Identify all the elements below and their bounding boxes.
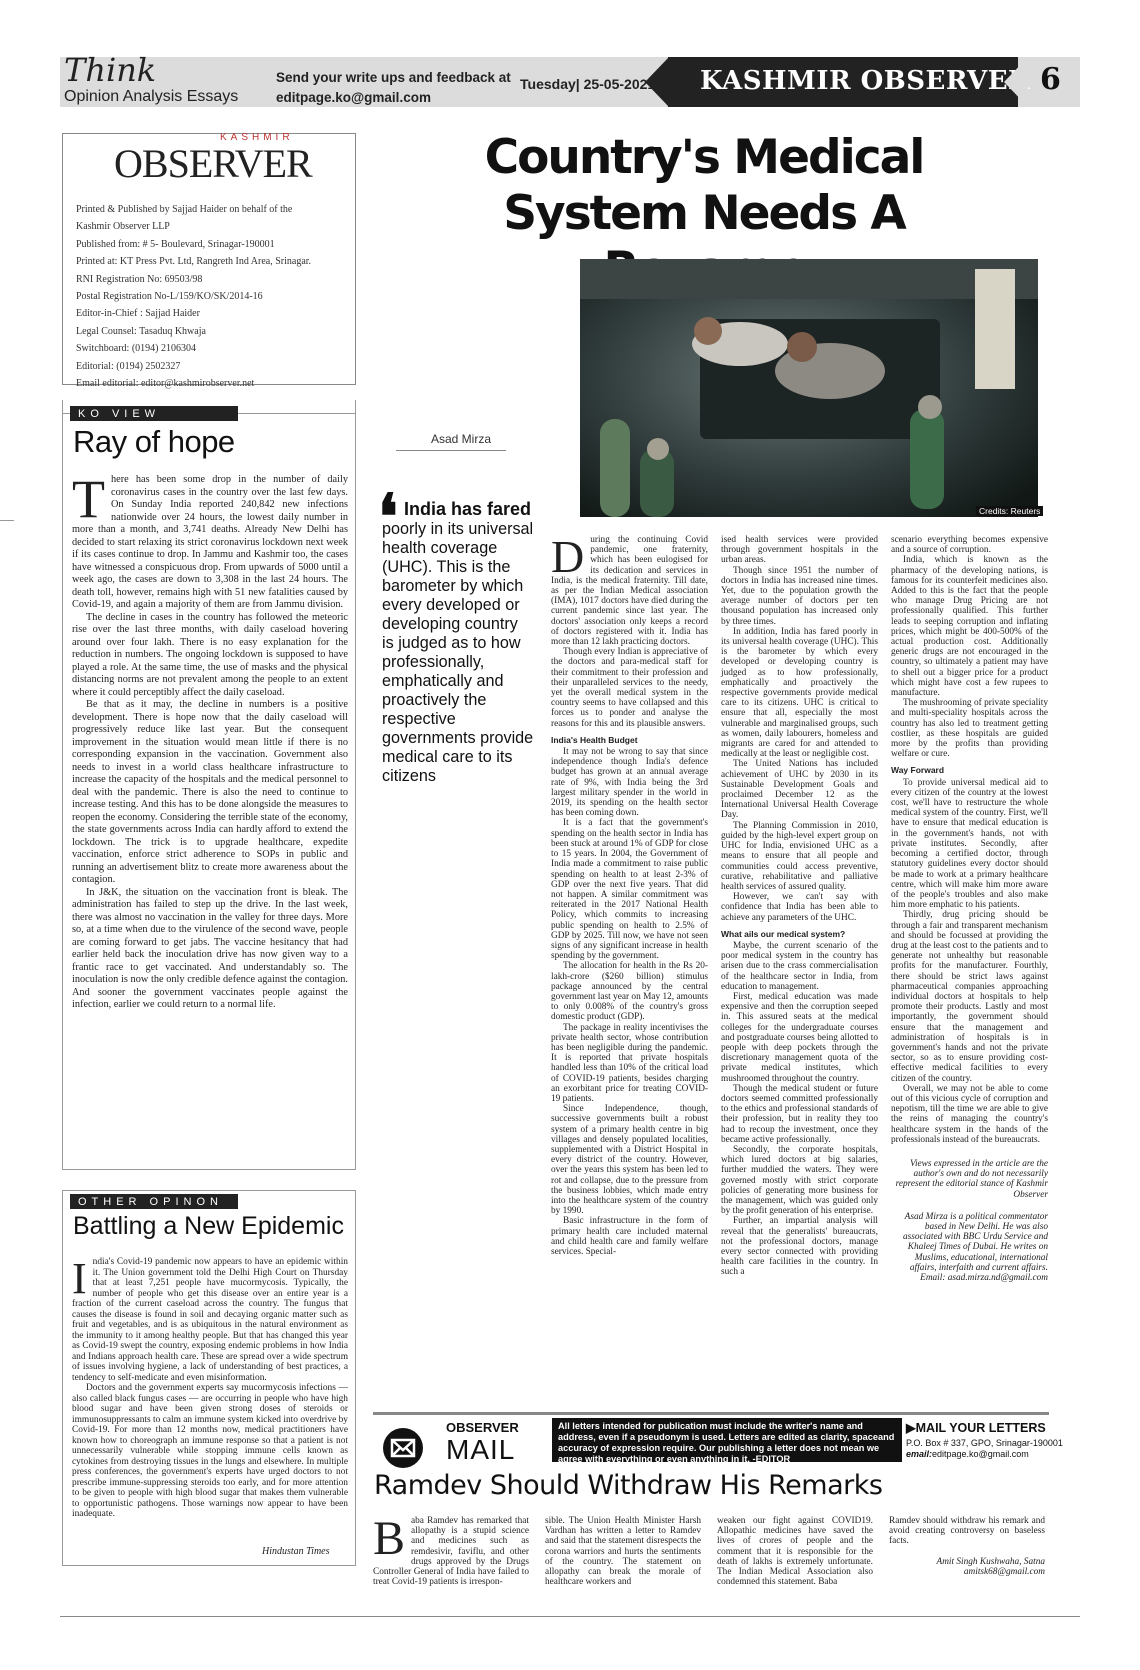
- paragraph: The United Nations has included achievement of UHC by 2030 in its Sustainable Development Goals and proclaimed December 12 as the International Universal Health Coverage Day.: [721, 759, 878, 821]
- masthead-arrow: [645, 57, 669, 107]
- hospital-photo-icon: [580, 259, 1038, 517]
- paragraph: Doctors and the government experts say mucormycosis infections — also called black fungus cases — are occurring in people who have high blood sugar and have been given strong doses of steroids or immunosuppressants to calm an immune system kicked into overdrive by Covid-19. For more than 12 months now, medical practitioners have known how to choreograph an immune response so that a patient is not unnecessarily vulnerable while stopping immune cells known as cytokines from destroying tissues in the lungs and elsewhere. In multiple press conferences, the government's experts have urged doctors to not prescribe immune-suppressing steroids too early, and for more attention to be given to people with high blood sugar that makes them vulnerable to opportunistic pathogens. Those warnings now appear to have been inadequate.: [72, 1383, 348, 1519]
- author-bio: Asad Mirza is a political commentator based in New Delhi. He was also associated with BBC Urdu Service and Khaleej Times of Dubai. He writes on Muslims, educational, international affairs, interfaith and current affairs. Email: asad.mirza.nd@gmail.com: [902, 1211, 1048, 1284]
- editorial-title: Ray of hope: [73, 424, 235, 459]
- paragraph: India, which is known as the pharmacy of the developing nations, is famous for its counterfeit medicines also. Added to this is the fact that the people who manage Drug Pricing are not professionally qualified. This further leads to seeping corruption and inflating prices, which might be 400-500% of the actual production cost. Additionally generic drugs are not encouraged in the country, so ultimately a patient may have to shell out a bigger price for a product which might have cost a few rupees to manufacture.: [891, 555, 1048, 699]
- paragraph: [551, 531, 708, 648]
- pull-quote-lead: India has fared: [404, 499, 532, 519]
- paragraph: here has been some drop in the number of daily coronavirus cases in the country over the last few days. On Sunday India reported 240,842 new infections nationwide over 24 hours, the lowest daily number in more than a month, and 3,741 deaths. Already New Delhi has decided to start relaxing its strict coronavirus lockdown next week if its cases continue to drop. In Jammu and Kashmir too, the cases have witnessed a conspicuous drop. From upwards of 5000 until a week ago, the cases are down to 3,308 in the last 24 hours. The death toll, however, remains high with 51 new fatalities caused by Covid-19, and again a majority of them are from Jammu division.: [72, 474, 348, 610]
- divider: [373, 1412, 1049, 1415]
- feedback-note: [276, 68, 511, 108]
- mail-address: [906, 1438, 1063, 1460]
- imprint-line: Switchboard: (0194) 2106304: [76, 343, 196, 355]
- paragraph: In J&K, the situation on the vaccination front is bleak. The administration has failed to step up the drive. In the last week, there was almost no vaccination in the valley for three days. More so, at a time when due to the virulence of the second wave, people are coming forward to get jabs. The vaccine hesitancy that had earlier held back the inoculation drive has now given way to a frantic race to get vaccinated. And understandably so. The inoculation is now the only credible defence against the contagion. And sooner the government vaccinates people against the infection, earlier we could return to a normal life.: [72, 886, 348, 1010]
- mail-your-letters: [906, 1420, 1046, 1435]
- feedback-line: Send your write ups and feedback at: [276, 70, 511, 85]
- issue-date: Tuesday| 25-05-2021: [520, 76, 656, 92]
- paragraph: It may not be wrong to say that since independence though India's defence budget has grown at an annual average rate of 9%, with India being the 3rd largest military spender in the world in 2019, its spending on the health sector has been coming down.: [551, 747, 708, 819]
- paragraph: The allocation for health in the Rs 20-lakh-crore ($260 billion) stimulus package announced by the central government last year on May 12, amounts to only 0.008% of the country's gross domestic product (GDP).: [551, 961, 708, 1023]
- divider: [60, 1616, 1080, 1617]
- paragraph: Though every Indian is appreciative of the doctors and para-medical staff for their commitment to their profession and their unparalleled services to the needy, yet the overall medical system in the country seems to have collapsed and this forces us to ponder and analyse the reasons for this and its plausible answers.: [551, 647, 708, 729]
- masthead-title: KASHMIR OBSERVER: [700, 66, 1031, 96]
- imprint-lines: [76, 201, 346, 392]
- imprint-line: Printed & Published by Sajjad Haider on behalf of the: [76, 204, 293, 215]
- paragraph: Since Independence, though, successive governments built a robust system of a primary health centre in big villages and densely populated localities, supplemented with a District Hospital in every district of the country. However, over the years this system has been led to rot and collapse, due to the pressure from the business lobbies, which made entry into the healthcare system of the country by 1990.: [551, 1104, 708, 1217]
- pull-quote: [382, 500, 534, 786]
- triangle-icon: ▶: [906, 1421, 916, 1435]
- paragraph: Overall, we may not be able to come out of this vicious cycle of corruption and nepotism, till the time we are able to give the reins of managing the country's healthcare system in the hands of the professionals instead of the bureaucrats.: [891, 1083, 1048, 1145]
- letter-column-1: [373, 1512, 529, 1588]
- other-opinion-label: OTHER OPINON: [70, 1194, 238, 1209]
- section-subtitle: Opinion Analysis Essays: [64, 88, 239, 105]
- letter-column-3: weaken our fight against COVID19. Allopathic medicines have saved the lives of crores of people and the comment that it is responsible for the death of lakhs is extremely unfortunate. The Indian Medical Association also condemned this statement. Baba: [717, 1516, 873, 1588]
- byline: Asad Mirza: [431, 432, 492, 446]
- fold-mark: [0, 520, 14, 521]
- page-number: 6: [1040, 62, 1061, 97]
- paragraph: In addition, India has fared poorly in its universal health coverage (UHC). This is the barometer by which every developed or developing country is judged as to how professionally, emphatically and proactively the respective governments provide medical care to its citizens. UHC is critical to ensure that all, especially the most vulnerable and marginalised groups, such as women, daily labourers, homeless and migrants are cared for and attended to medically at the least or negligible cost.: [721, 626, 878, 760]
- paragraph: To provide universal medical aid to every citizen of the country at the lowest cost, we'll have to restructure the whole medical system of the country. First, we'll have to ensure that medical education is in the government's hands, not with private institutes. Secondly, after becoming a certified doctor, through statutory guidelines every doctor should be made to work at a primary healthcare centre, which will make him more aware of the people's troubles and also make him more emphatic to his patients.: [891, 777, 1048, 911]
- paragraph: Though since 1951 the number of doctors in India has increased nine times. Yet, due to the population growth the average number of doctors per ten thousand population has increased only by three times.: [721, 565, 878, 627]
- other-opinion-title: Battling a New Epidemic: [73, 1212, 344, 1240]
- paragraph: The decline in cases in the country has followed the meteoric rise over the last three months, with daily caseload hovering around over four lakh. There is no easy explanation for the reduction in numbers. The ongoing lockdown is supposed to have played a role. At the same time, the use of masks and the physical distancing norms are not prevalent among the people to an extent where it could perceptibly affect the daily caseload.: [72, 611, 348, 698]
- paragraph: ndia's Covid-19 pandemic now appears to have an epidemic within it. The Union government told the Delhi High Court on Thursday that at least 7,251 people have mucormycosis. Typically, the number of people who get this disease over an entire year is a fraction of the current caseload across the country. The fungus that causes the disease is found in soil and decaying organic matter such as fruit and vegetables, and is as ubiquitous in the natural environment as the immunity to it among healthy people. But that has changed this year as Covid-19 swept the country, exposing endemic problems in how India and Indians approach health care. These are spread over a wide spectrum of issues involving hygiene, a lack of understanding of best practices, a tendency to self-medicate and even misinformation.: [72, 1257, 348, 1383]
- paragraph: Be that as it may, the decline in numbers is a positive development. There is hope now that the daily caseload will progressively reduce like last year. But the consequent improvement in the situation would mean little if there is no corresponding expansion in the vaccination. Government also needs to invest in a world class healthcare infrastructure to increase the capacity of the hospitals and the medical personnel to deal with the pandemic. There is also the need to continue to increase testing. And this has to be done alongside the measures to reopen the economy. Considering the terrible state of the economy, the state governments across India can hardly afford to extend the lockdown. The trick is to upgrade healthcare, expedite vaccination, enforce strict adherence to SOPs in public and running an advertisement blitz to create more awareness about the contagion.: [72, 699, 348, 885]
- pull-quote-text: poorly in its universal health coverage (UHC). This is the barometer by which every developed or developing country is judged as to how professionally, emphatically and proactively the respective governments provide medical care to its citizens: [382, 520, 534, 785]
- paragraph: Secondly, the corporate hospitals, which lured doctors at big salaries, further muddied the waters. They were governed mostly with strict corporate policies of generating more business for the management, which was guided only by the profit generation of his enterprise.: [721, 1144, 878, 1217]
- envelope-icon: [383, 1428, 423, 1468]
- letter-email: amitsk68@gmail.com: [963, 1566, 1045, 1577]
- paragraph: First, medical education was made expensive and then the corruption seeped in. This assured seats at the medical colleges for the undergraduate courses and postgraduate courses being allotted to people with deep pockets through the discretionary management quota of the private medical institutes, which mushroomed throughout the country.: [721, 991, 878, 1084]
- imprint-line: Editorial: (0194) 2502327: [76, 360, 181, 372]
- logo-kashmir: KASHMIR: [220, 132, 294, 143]
- imprint-line: Published from: # 5- Boulevard, Srinagar-190001: [76, 238, 275, 250]
- drop-cap: I: [72, 1254, 87, 1303]
- drop-cap: B: [373, 1512, 406, 1565]
- imprint-line: Legal Counsel: Tasaduq Khwaja: [76, 325, 206, 337]
- ko-view-label: KO VIEW: [70, 406, 238, 421]
- mail-your-label: MAIL YOUR LETTERS: [915, 1421, 1046, 1435]
- imprint-line: Kashmir Observer LLP: [76, 221, 170, 233]
- section-title: Think: [64, 51, 157, 89]
- mail-header-mail: MAIL: [446, 1434, 516, 1465]
- other-opinion-body: [72, 1254, 348, 1520]
- subheading: What ails our medical system?: [721, 928, 846, 939]
- logo-observer: OBSERVER: [114, 141, 312, 186]
- article-photo: [580, 259, 1038, 517]
- paragraph: Though the medical student or future doctors seemed committed professionally to the ethics and professional standards of their profession, but in reality they too had to recoup the investment, once they became active professionally.: [721, 1083, 878, 1145]
- paragraph: ised health services were provided through government hospitals in the urban areas.: [721, 535, 878, 566]
- paragraph: scenario everything becomes expensive and a source of corruption.: [891, 535, 1048, 556]
- letter-column-2: sible. The Union Health Minister Harsh Vardhan has written a letter to Ramdev and said that the statement disrespects the corona warriors and hurts the sentiments of the country. The statement on allopathy can break the morale of healthcare workers and: [545, 1516, 701, 1588]
- page-number-arrow: [1004, 57, 1028, 107]
- letter-text: Ramdev should withdraw his remark and avoid creating controversy on baseless facts.: [889, 1516, 1045, 1547]
- letter-column-4: [889, 1516, 1045, 1577]
- divider: [396, 450, 506, 451]
- article-column-1: [551, 531, 708, 1258]
- letter-signature: Amit Singh Kushwaha, Satna: [936, 1556, 1045, 1567]
- paragraph: Thirdly, drug pricing should be through a fair and transparent mechanism and should be focussed at providing the drug at the least cost to the patients and to generate not unhealthy but reasonable profits for the manufacturer. Fourthly, there should be strict laws against pharmaceutical companies approaching individual doctors at hospitals to help promote their products. Lastly and most importantly, the government should ensure that the management and administration of hospitals is in government's hands and not the private sector, so as to ensure providing cost-effective medical facilities to every citizen of the country.: [891, 910, 1048, 1084]
- source-credit: Hindustan Times: [262, 1546, 330, 1557]
- article-column-3: [891, 535, 1048, 1283]
- imprint-line: Email editorial: editor@kashmirobserver.net: [76, 378, 255, 390]
- editorial-body: [72, 469, 348, 1012]
- letters-policy: All letters intended for publication must include the writer's name and address, even if a pseudonym is used. Letters are edited as clarity, spaceand accuracy of expression require. Our publishing a letter does not mean we agree with everything or even anything in it. -EDITOR: [552, 1418, 902, 1462]
- headline-line: System Needs A: [503, 186, 905, 241]
- paragraph: It is a fact that the government's spending on the health sector in India has been stuck at around 1% of GDP for close to 15 years. In 2004, the Government of India made a commitment to raise public spending on health to at least 2-3% of GDP over the next five years. That did not happen. A similar commitment was reiterated in the 2017 National Health Policy, which commits to increasing public spending on health to 2.5% of GDP by 2025. Till now, we have not seen signs of any significant increase in health spending by the government.: [551, 818, 708, 962]
- email-address[interactable]: editpage.ko@gmail.com: [932, 1449, 1029, 1459]
- paragraph: Basic infrastructure in the form of primary health care included maternal and child health care and family welfare services. Special-: [551, 1216, 708, 1258]
- paragraph: The mushrooming of private speciality and multi-speciality hospitals across the country has also led to treatment getting costlier, as these hospitals are guided more by the profits than providing welfare or cure.: [891, 698, 1048, 760]
- paragraph: However, we can't say with confidence that India has been able to achieve any parameters of the UHC.: [721, 892, 878, 923]
- drop-cap: T: [72, 469, 105, 529]
- paragraph: The Planning Commission in 2010, guided by the high-level expert group on UHC for India, envisioned UHC as a means to ensure that all people and communities could access preventive, curative, rehabilitative and palliative health services of assured quality.: [721, 820, 878, 892]
- paragraph-text: uring the continuing Covid pandemic, one fraternity, which has been eulogised for its dedication and services in India, is the medical fraternity. Till date, as per the Indian Medical association (IMA), 1017 doctors have died during the current pandemic since last year. The doctors' association only keeps a record of doctors registered with it. India has more than 12 lakh practicing doctors.: [551, 535, 708, 648]
- disclaimer: Views expressed in the article are the author's own and do not necessarily represent the editorial stance of Kashmir Observer: [895, 1158, 1048, 1200]
- imprint-line: Postal Registration No-L/159/KO/SK/2014-16: [76, 291, 263, 303]
- photo-credit: Credits: Reuters: [976, 506, 1043, 516]
- imprint-line: Printed at: KT Press Pvt. Ltd, Rangreth Ind Area, Srinagar.: [76, 256, 312, 268]
- quote-icon: ❛: [378, 480, 398, 553]
- email-label: email:: [906, 1449, 933, 1459]
- subheading: India's Health Budget: [551, 734, 638, 745]
- mail-header-observer: OBSERVER: [446, 1420, 519, 1435]
- feedback-email[interactable]: editpage.ko@gmail.com: [276, 90, 431, 105]
- imprint-line: Editor-in-Chief : Sajjad Haider: [76, 308, 200, 320]
- letter-title: Ramdev Should Withdraw His Remarks: [374, 1470, 883, 1501]
- article-column-2: [721, 535, 878, 1278]
- postal-address: P.O. Box # 337, GPO, Srinagar-190001: [906, 1438, 1063, 1448]
- paragraph: Further, an impartial analysis will reveal that the generalists' bureaucrats, not the professional doctors, manage every sector connected with providing health care facilities in the country. In such a: [721, 1216, 878, 1278]
- letter-text: aba Ramdev has remarked that allopathy is a stupid science and medicines such as remdesivir, faviflu, and other drugs approved by the Drugs Controller General of India have failed to treat Covid-19 patients is irrespon-: [373, 1516, 529, 1588]
- drop-cap: D: [551, 531, 585, 582]
- paragraph: Maybe, the current scenario of the poor medical system in the country has arisen due to the crass commercialisation of the healthcare sector in India, from education to management.: [721, 940, 878, 992]
- headline-line: Country's Medical: [484, 130, 924, 185]
- imprint-line: RNI Registration No: 69503/98: [76, 273, 203, 285]
- paragraph: The package in reality incentivises the private health sector, whose contribution has been negligible during the pandemic. It is reported that private hospitals handled less than 10% of the critical load of COVID-19 patients, besides charging an exorbitant price for treating COVID-19 patients.: [551, 1022, 708, 1104]
- subheading: Way Forward: [891, 765, 945, 776]
